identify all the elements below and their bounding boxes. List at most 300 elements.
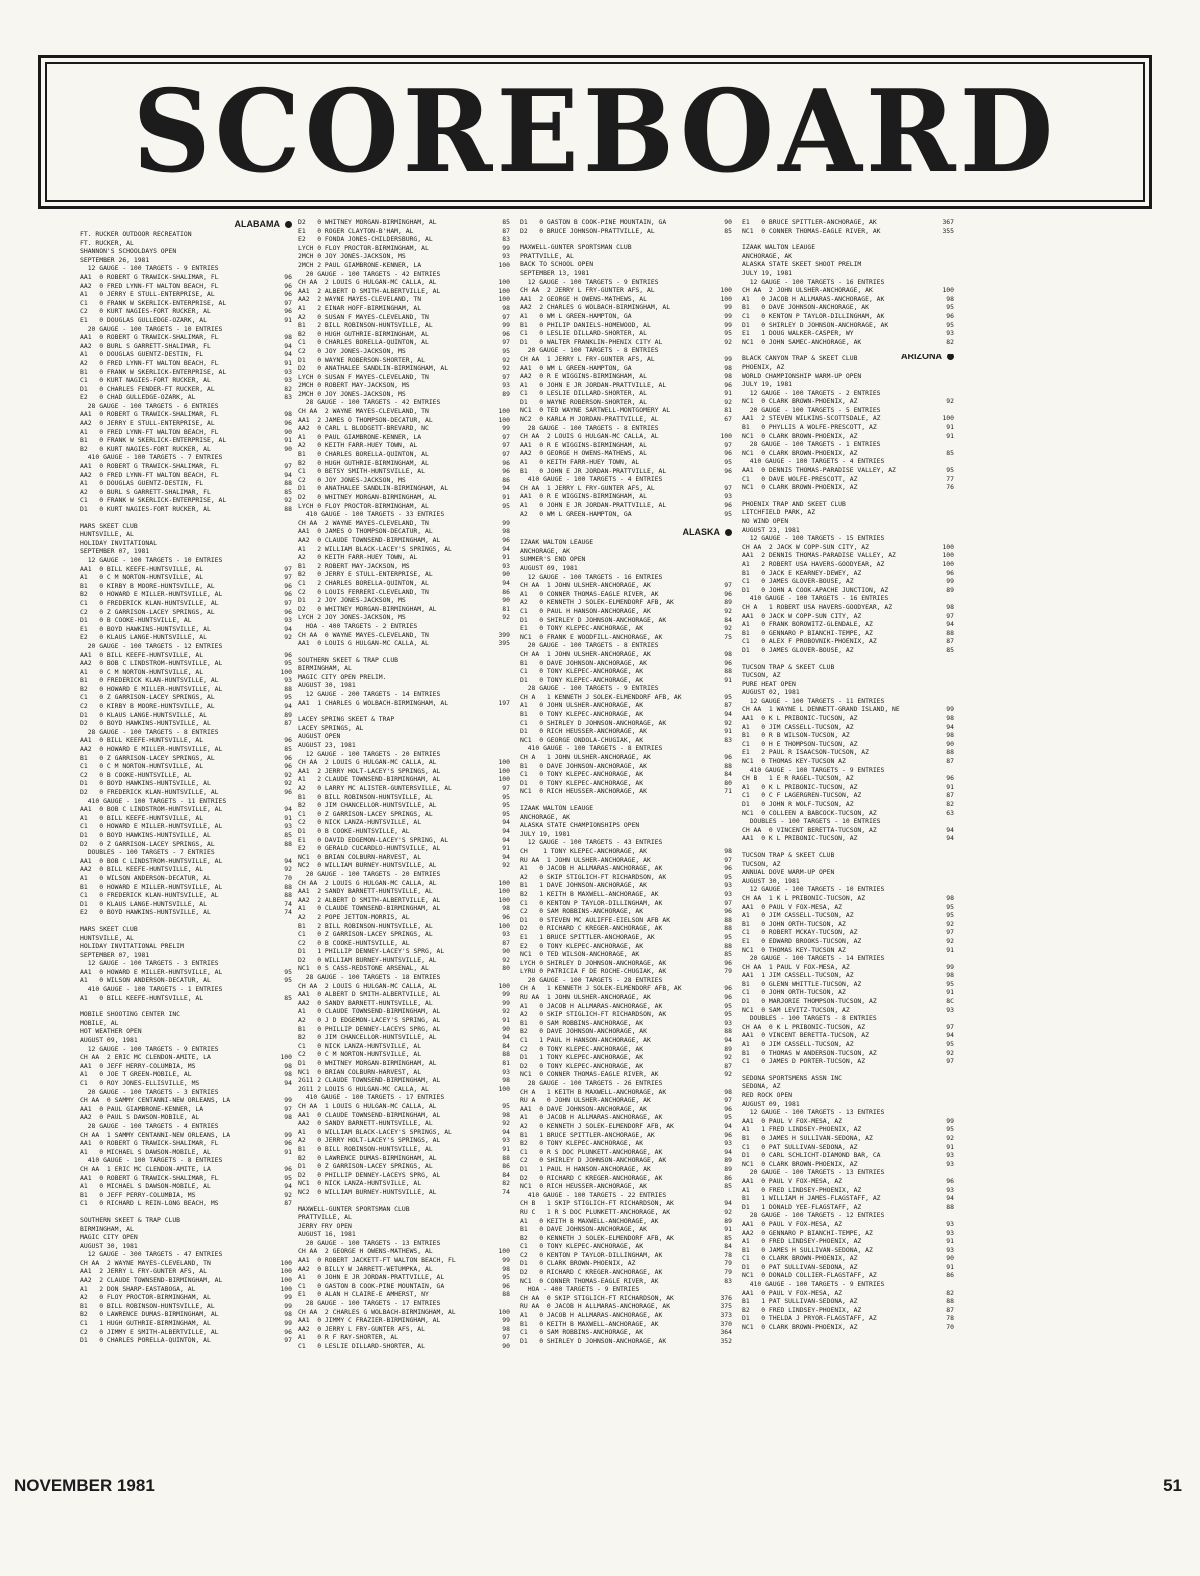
result-row bbox=[298, 588, 510, 597]
shooter-entry: A1 0 C M NORTON-HUNTSVILLE, AL bbox=[80, 667, 204, 676]
event-info-line bbox=[520, 684, 732, 693]
results-column-2 bbox=[298, 218, 510, 1476]
event-text: DOUBLES - 100 TARGETS - 10 ENTRIES bbox=[742, 817, 881, 826]
result-row bbox=[298, 347, 510, 356]
result-row bbox=[298, 699, 510, 708]
result-row bbox=[80, 1139, 292, 1148]
state-heading: ARIZONA bbox=[901, 354, 954, 361]
shooter-entry: 2G11 2 CLAUDE TOWNSEND-BIRMINGHAM, AL bbox=[298, 1076, 441, 1085]
shooter-entry: AA1 2 GEORGE H OWENS-MATHEWS, AL bbox=[520, 294, 647, 303]
score-value: 86 bbox=[502, 587, 510, 596]
shooter-entry: B1 0 DAVE JOHNSON-ANCHORAGE, AK bbox=[520, 761, 647, 770]
shooter-entry: CH AA 1 JERRY L FRY-GUNTER AFS, AL bbox=[520, 483, 655, 492]
result-row bbox=[742, 1117, 954, 1126]
score-value: 99 bbox=[724, 311, 732, 320]
shooter-entry: D1 0 STEVEN MC AULIFFE-EIELSON AFB AK bbox=[520, 915, 671, 924]
shooter-entry: A1 0 DOUGLAS GUENTZ-DESTIN, FL bbox=[80, 350, 204, 359]
score-value: 92 bbox=[284, 633, 292, 642]
result-row bbox=[742, 748, 954, 757]
result-row bbox=[520, 710, 732, 719]
event-info-line bbox=[80, 1233, 292, 1242]
event-text: MAXWELL-GUNTER SPORTSMAN CLUB bbox=[298, 1204, 410, 1213]
score-value: 92 bbox=[724, 624, 732, 633]
score-value: 88 bbox=[284, 891, 292, 900]
shooter-entry: AA2 0 CLAUDE TOWNSEND-BIRMINGHAM, AL bbox=[298, 535, 441, 544]
result-row bbox=[742, 1203, 954, 1212]
score-value: 71 bbox=[724, 787, 732, 796]
event-info-line bbox=[742, 877, 954, 886]
shooter-entry: CH AA 1 JOHN ULSHER-ANCHORAGE, AK bbox=[520, 649, 651, 658]
score-value: 90 bbox=[724, 218, 732, 226]
shooter-entry: RU AA 1 JOHN ULSHER-ANCHORAGE, AK bbox=[520, 993, 651, 1002]
event-info-line bbox=[742, 1082, 954, 1091]
score-value: 95 bbox=[946, 1040, 954, 1049]
result-row bbox=[742, 1151, 954, 1160]
event-text: 28 GAUGE - 100 TARGETS - 12 ENTRIES bbox=[742, 1211, 885, 1220]
score-value: 85 bbox=[946, 448, 954, 457]
result-row bbox=[298, 261, 510, 270]
shooter-entry: AA2 0 HOWARD E MILLER-HUNTSVILLE, AL bbox=[80, 745, 223, 754]
event-info-line bbox=[80, 1122, 292, 1131]
shooter-entry: B1 2 BILL ROBINSON-HUNTSVILLE, AL bbox=[298, 321, 433, 330]
score-value: 95 bbox=[284, 967, 292, 976]
score-value: 96 bbox=[724, 907, 732, 916]
shooter-entry: AA1 2 JERRY HOLT-LACEY'S SPRINGS, AL bbox=[298, 766, 441, 775]
results-column-4 bbox=[742, 218, 954, 1476]
result-row bbox=[298, 321, 510, 330]
result-row bbox=[80, 376, 292, 385]
event-text: AUGUST 23, 1981 bbox=[298, 741, 356, 750]
result-row bbox=[742, 312, 954, 321]
shooter-entry: C1 0 ROBERT MCKAY-TUCSON, AZ bbox=[742, 928, 858, 937]
page-title: SCOREBOARD bbox=[132, 65, 1058, 199]
score-value: 97 bbox=[284, 1104, 292, 1113]
event-text: 20 GAUGE - 100 TARGETS - 12 ENTRIES bbox=[80, 641, 223, 650]
shooter-entry: B1 0 HOWARD E MILLER-HUNTSVILLE, AL bbox=[80, 882, 223, 891]
result-row bbox=[298, 381, 510, 390]
shooter-entry: E1 1 DOUG WALKER-CASPER, WY bbox=[742, 329, 854, 338]
event-text: SEDONA, AZ bbox=[742, 1082, 781, 1091]
result-row bbox=[298, 1342, 510, 1351]
result-row bbox=[520, 727, 732, 736]
score-value: 87 bbox=[946, 1305, 954, 1314]
event-info-line bbox=[298, 1093, 510, 1102]
event-info-line bbox=[80, 247, 292, 256]
shooter-entry: NC2 0 WILLIAM BURNEY-HUNTSVILLE, AL bbox=[298, 1187, 437, 1196]
result-row bbox=[520, 701, 732, 710]
shooter-entry: C1 0 SAM ROBBINS-ANCHORAGE, AK bbox=[520, 1328, 644, 1337]
score-value: 95 bbox=[284, 1173, 292, 1182]
score-value: 98 bbox=[284, 410, 292, 419]
result-row bbox=[298, 252, 510, 261]
event-info-line bbox=[742, 1091, 954, 1100]
shooter-entry: NC1 0 S CASS-REDSTONE ARSENAL, AL bbox=[298, 964, 429, 973]
score-value: 94 bbox=[502, 544, 510, 553]
score-value: 78 bbox=[724, 1250, 732, 1259]
shooter-entry: C1 0 KURT NAGIES-FORT RUCKER, AL bbox=[80, 376, 211, 385]
score-value: 95 bbox=[502, 501, 510, 510]
score-value: 96 bbox=[284, 650, 292, 659]
event-info-line bbox=[520, 1285, 732, 1294]
result-row bbox=[742, 466, 954, 475]
shooter-entry: B1 0 BILL ROBINSON-HUNTSVILLE, AL bbox=[298, 792, 433, 801]
result-row bbox=[520, 449, 732, 458]
score-value: 99 bbox=[284, 1301, 292, 1310]
result-row bbox=[80, 822, 292, 831]
shooter-entry: C1 0 C F LAGERGREN-TUCSON, AZ bbox=[742, 791, 862, 800]
score-value: 90 bbox=[284, 427, 292, 436]
shooter-entry: C2 0 Z GARRISON-LACEY SPRINGS, AL bbox=[80, 607, 215, 616]
score-value: 96 bbox=[502, 535, 510, 544]
result-row bbox=[80, 771, 292, 780]
event-info-line bbox=[80, 402, 292, 411]
event-text: 28 GAUGE - 100 TARGETS - 4 ENTRIES bbox=[80, 1121, 219, 1130]
shooter-entry: AA1 0 PAUL V FOX-MESA, AZ bbox=[742, 1116, 843, 1125]
shooter-entry: B1 0 TONY KLEPEC-ANCHORAGE, AK bbox=[520, 710, 644, 719]
shooter-entry: C1 0 KENTON P TAYLOR-DILLINGHAM, AK bbox=[742, 311, 885, 320]
shooter-entry: A1 0 JOHN E JR JORDAN-PRATTVILLE, AL bbox=[298, 1273, 445, 1282]
result-row bbox=[520, 467, 732, 476]
event-info-line bbox=[520, 269, 732, 278]
event-text: BIRMINGHAM, AL bbox=[298, 664, 352, 673]
event-text: 28 GAUGE - 100 TARGETS - 1 ENTRIES bbox=[742, 440, 881, 449]
score-value: 91 bbox=[946, 988, 954, 997]
shooter-entry: D1 2 JOY JONES-JACKSON, MS bbox=[298, 596, 406, 605]
result-row bbox=[520, 1036, 732, 1045]
result-row bbox=[520, 864, 732, 873]
event-info-line bbox=[520, 813, 732, 822]
result-row bbox=[80, 865, 292, 874]
event-info-line bbox=[298, 1205, 510, 1214]
shooter-entry: 2G11 2 LOUIS G HULGAN-MC CALLA, AL bbox=[298, 1084, 429, 1093]
event-info-line bbox=[742, 372, 954, 381]
event-info-line bbox=[520, 278, 732, 287]
event-info-line bbox=[742, 534, 954, 543]
result-row bbox=[520, 406, 732, 415]
result-row bbox=[520, 959, 732, 968]
shooter-entry: D2 0 WILLIAM BURNEY-HUNTSVILLE, AL bbox=[298, 955, 437, 964]
shooter-entry: AA1 2 SANDY BARNETT-HUNTSVILLE, AL bbox=[298, 887, 433, 896]
score-value: 87 bbox=[502, 226, 510, 235]
shooter-entry: NC1 0 RICH HEUSSER-ANCHORAGE, AK bbox=[520, 787, 647, 796]
shooter-entry: B1 0 JEFF PERRY-COLUMBIA, MS bbox=[80, 1190, 196, 1199]
score-value: 97 bbox=[502, 1333, 510, 1342]
score-value: 100 bbox=[942, 542, 954, 551]
shooter-entry: AA1 2 STEVEN WILKINS-SCOTTSDALE, AZ bbox=[742, 414, 881, 423]
event-text: LACEY SPRINGS, AL bbox=[298, 723, 364, 732]
event-info-line bbox=[520, 804, 732, 813]
result-row bbox=[742, 1049, 954, 1058]
shooter-entry: C2 0 LOUIS FERRERI-CLEVELAND, TN bbox=[298, 587, 429, 596]
score-value: 87 bbox=[946, 637, 954, 646]
score-value: 91 bbox=[502, 1016, 510, 1025]
score-value: 77 bbox=[946, 474, 954, 483]
shooter-entry: A1 0 MICHAEL S DAWSON-MOBILE, AL bbox=[80, 1182, 211, 1191]
shooter-entry: B1 0 GENNARO P BIANCHI-TEMPE, AZ bbox=[742, 628, 873, 637]
score-value: 91 bbox=[284, 315, 292, 324]
result-row bbox=[80, 616, 292, 625]
score-value: 88 bbox=[284, 839, 292, 848]
score-value: 94 bbox=[284, 702, 292, 711]
event-text: AUGUST 23, 1981 bbox=[742, 525, 800, 534]
score-value: 88 bbox=[724, 1027, 732, 1036]
shooter-entry: A1 0 JACOB H ALLMARAS-ANCHORAGE, AK bbox=[520, 1113, 663, 1122]
score-value: 88 bbox=[724, 761, 732, 770]
result-row bbox=[742, 903, 954, 912]
event-text: 12 GAUGE - 100 TARGETS - 9 ENTRIES bbox=[80, 1044, 219, 1053]
score-value: 97 bbox=[502, 450, 510, 459]
score-value: 93 bbox=[284, 676, 292, 685]
score-value: 96 bbox=[284, 307, 292, 316]
result-row bbox=[80, 599, 292, 608]
shooter-entry: B1 0 GLENN WHITTLE-TUCSON, AZ bbox=[742, 979, 862, 988]
score-value: 98 bbox=[724, 846, 732, 855]
shooter-entry: B2 0 DAVE JOHNSON-ANCHORAGE, AK bbox=[520, 1027, 647, 1036]
result-row bbox=[742, 1323, 954, 1332]
shooter-entry: A1 0 FRED LYNN-FT WALTON BEACH, FL bbox=[80, 427, 219, 436]
score-value: 96 bbox=[724, 864, 732, 873]
result-row bbox=[742, 809, 954, 818]
result-row bbox=[520, 321, 732, 330]
shooter-entry: C1 1 HUGH GUTHRIE-BIRMINGHAM, AL bbox=[80, 1319, 211, 1328]
score-value: 92 bbox=[502, 1119, 510, 1128]
shooter-entry: AA1 2 JAMES O THOMPSON-DECATUR, AL bbox=[298, 415, 433, 424]
shooter-entry: C2 0 B COOKE-HUNTSVILLE, AL bbox=[298, 938, 410, 947]
score-value: 96 bbox=[284, 788, 292, 796]
shooter-entry: B1 1 WILLIAM H JAMES-FLAGSTAFF, AZ bbox=[742, 1194, 881, 1203]
result-row bbox=[80, 1285, 292, 1294]
event-text: 20 GAUGE - 100 TARGETS - 10 ENTRIES bbox=[80, 324, 223, 333]
shooter-entry: CH AA 1 SAMMY CENTANNI-NEW ORLEANS, LA bbox=[80, 1130, 231, 1139]
score-value: 97 bbox=[724, 1096, 732, 1105]
result-row bbox=[298, 1188, 510, 1197]
shooter-entry: CH AA 1 LOUIS G HULGAN-MC CALLA, AL bbox=[298, 1101, 437, 1110]
event-text: TUCSON TRAP & SKEET CLUB bbox=[742, 850, 835, 859]
shooter-entry: CH A 1 KENNETH J SOLEK-ELMENDORF AFB, AK bbox=[520, 984, 682, 993]
score-value: 96 bbox=[724, 984, 732, 993]
score-value: 100 bbox=[498, 415, 510, 424]
score-value: 86 bbox=[724, 1173, 732, 1182]
shooter-entry: AA1 2 DENNIS THOMAS-PARADISE VALLEY, AZ bbox=[742, 551, 896, 560]
event-info-line bbox=[520, 475, 732, 484]
shooter-entry: A1 0 C M NORTON-HUNTSVILLE, AL bbox=[80, 573, 204, 582]
shooter-entry: B2 0 LAWRENCE DUMAS-BIRMINGHAM, AL bbox=[80, 1310, 219, 1319]
result-row bbox=[80, 857, 292, 866]
event-info-line bbox=[298, 1299, 510, 1308]
shooter-entry: B1 2 BILL ROBINSON-HUNTSVILLE, AL bbox=[298, 921, 433, 930]
score-value: 88 bbox=[284, 505, 292, 513]
shooter-entry: C2 0 B COOKE-HUNTSVILLE, AL bbox=[80, 770, 192, 779]
result-row bbox=[742, 637, 954, 646]
result-row bbox=[742, 774, 954, 783]
shooter-entry: D1 0 Z GARRISON-LACEY SPRINGS, AL bbox=[298, 1162, 433, 1171]
result-row bbox=[742, 1271, 954, 1280]
event-info-line bbox=[742, 697, 954, 706]
shooter-entry: AA1 0 ROBERT G TRAWICK-SHALIMAR, FL bbox=[80, 272, 219, 281]
shooter-entry: C1 0 BETSY SMITH-HUNTSVILLE, AL bbox=[298, 467, 425, 476]
result-row bbox=[298, 407, 510, 416]
score-value: 99 bbox=[502, 1316, 510, 1325]
score-value: 95 bbox=[502, 792, 510, 801]
shooter-entry: B2 1 KEITH B MAXWELL-ANCHORAGE, AK bbox=[520, 889, 659, 898]
shooter-entry: RU AA 1 JOHN ULSHER-ANCHORAGE, AK bbox=[520, 855, 651, 864]
result-row bbox=[80, 840, 292, 849]
score-value: 91 bbox=[946, 945, 954, 954]
result-row bbox=[520, 667, 732, 676]
shooter-entry: B1 0 DAVE JOHNSON-ANCHORAGE, AK bbox=[520, 658, 647, 667]
score-value: 96 bbox=[502, 329, 510, 338]
event-info-line bbox=[80, 256, 292, 265]
result-row bbox=[742, 560, 954, 569]
score-value: 399 bbox=[498, 630, 510, 639]
event-text: 12 GAUGE - 300 TARGETS - 47 ENTRIES bbox=[80, 1250, 223, 1259]
score-value: 92 bbox=[502, 955, 510, 964]
shooter-entry: AA1 0 K L PRIBONIC-TUCSON, AZ bbox=[742, 714, 858, 723]
score-value: 90 bbox=[946, 739, 954, 748]
score-value: 88 bbox=[946, 628, 954, 637]
shooter-entry: B1 2 ROBERT MAY-JACKSON, MS bbox=[298, 561, 410, 570]
shooter-entry: D1 0 TONY KLEPEC-ANCHORAGE, AK bbox=[520, 778, 644, 787]
event-info-line bbox=[80, 539, 292, 548]
shooter-entry: NC1 0 THOMAS KEY-TUCSON AZ bbox=[742, 945, 846, 954]
shooter-entry: AA2 2 WAYNE MAYES-CLEVELAND, TN bbox=[298, 295, 422, 304]
score-value: 98 bbox=[502, 904, 510, 913]
event-text: 12 GAUGE - 100 TARGETS - 10 ENTRIES bbox=[80, 555, 223, 564]
result-row bbox=[520, 993, 732, 1002]
result-row bbox=[80, 891, 292, 900]
result-row bbox=[520, 873, 732, 882]
shooter-entry: B2 0 HOWARD E MILLER-HUNTSVILLE, AL bbox=[80, 590, 223, 599]
event-info-line bbox=[298, 398, 510, 407]
event-text: JULY 19, 1981 bbox=[520, 829, 571, 838]
event-info-line bbox=[742, 1074, 954, 1083]
result-row bbox=[520, 762, 732, 771]
result-row bbox=[742, 928, 954, 937]
event-text: 410 GAUGE - 100 TARGETS - 9 ENTRIES bbox=[742, 765, 885, 774]
shooter-entry: A2 0 FRED LYNN-FT WALTON BEACH, FL bbox=[80, 358, 219, 367]
event-text: PRATTVILLE, AL bbox=[520, 251, 574, 260]
result-row bbox=[520, 607, 732, 616]
event-text: AUGUST 09, 1981 bbox=[80, 1036, 138, 1045]
score-value: 90 bbox=[284, 444, 292, 453]
result-row bbox=[80, 1105, 292, 1114]
section-spacer bbox=[520, 518, 732, 526]
result-row bbox=[742, 432, 954, 441]
score-value: 99 bbox=[502, 1256, 510, 1265]
result-row bbox=[520, 398, 732, 407]
event-text: 410 GAUGE - 100 TARGETS - 8 ENTRIES bbox=[80, 1156, 223, 1165]
shooter-entry: CH AA 2 JOHN ULSHER-ANCHORAGE, AK bbox=[742, 286, 873, 295]
result-row bbox=[298, 1325, 510, 1334]
result-row bbox=[742, 397, 954, 406]
section-spacer bbox=[520, 235, 732, 243]
event-text: 28 GAUGE - 100 TARGETS - 17 ENTRIES bbox=[298, 1299, 441, 1308]
score-value: 83 bbox=[724, 735, 732, 744]
event-info-line bbox=[742, 243, 954, 252]
result-row bbox=[298, 1102, 510, 1111]
score-value: 98 bbox=[284, 1310, 292, 1319]
shooter-entry: AA1 0 PAUL V FOX-MESA, AZ bbox=[742, 1219, 843, 1228]
result-row bbox=[298, 1273, 510, 1282]
score-value: 74 bbox=[284, 899, 292, 908]
result-row bbox=[298, 1308, 510, 1317]
score-value: 96 bbox=[502, 458, 510, 467]
result-row bbox=[742, 329, 954, 338]
score-value: 96 bbox=[724, 449, 732, 458]
score-value: 95 bbox=[724, 1010, 732, 1019]
result-row bbox=[520, 355, 732, 364]
score-value: 99 bbox=[724, 320, 732, 329]
shooter-entry: D1 1 PAUL H HANSON-ANCHORAGE, AK bbox=[520, 1164, 651, 1173]
score-value: 376 bbox=[720, 1293, 732, 1302]
score-value: 94 bbox=[946, 1031, 954, 1040]
score-value: 88 bbox=[284, 684, 292, 693]
event-info-line bbox=[80, 1036, 292, 1045]
result-row bbox=[298, 596, 510, 605]
result-row bbox=[80, 299, 292, 308]
score-value: 100 bbox=[498, 1247, 510, 1256]
result-row bbox=[80, 1113, 292, 1122]
event-text: ALASKA STATE CHAMPIONSHIPS OPEN bbox=[520, 821, 640, 830]
result-row bbox=[80, 385, 292, 394]
shooter-entry: D2 0 RICHARD C KREGER-ANCHORAGE, AK bbox=[520, 1173, 663, 1182]
shooter-entry: B1 0 FRANK W SKERLICK-ENTERPRISE, AL bbox=[80, 367, 227, 376]
score-value: 97 bbox=[724, 855, 732, 864]
shooter-entry: A2 0 KENNETH J SOLEK-ELMENDORF AFB, AK bbox=[520, 598, 674, 607]
event-info-line bbox=[520, 547, 732, 556]
result-row bbox=[80, 496, 292, 505]
shooter-entry: AA1 0 R E WIGGINS-BIRMINGHAM, AL bbox=[520, 492, 647, 501]
event-info-line bbox=[80, 547, 292, 556]
score-value: 93 bbox=[724, 889, 732, 898]
event-text: 12 GAUGE - 100 TARGETS - 10 ENTRIES bbox=[742, 885, 885, 894]
result-row bbox=[520, 484, 732, 493]
shooter-entry: C2 0 TONY KLEPEC-ANCHORAGE, AK bbox=[520, 1044, 644, 1053]
result-row bbox=[298, 1033, 510, 1042]
score-value: 96 bbox=[946, 311, 954, 320]
shooter-entry: AA1 1 CHARLES G WOLBACH-BIRMINGHAM, AL bbox=[298, 698, 449, 707]
result-row bbox=[80, 736, 292, 745]
score-value: 87 bbox=[946, 791, 954, 800]
score-value: 89 bbox=[724, 598, 732, 607]
score-value: 100 bbox=[498, 878, 510, 887]
shooter-entry: CH A 1 KEITH B MAXWELL-ANCHORAGE, AK bbox=[520, 1087, 667, 1096]
result-row bbox=[520, 659, 732, 668]
result-row bbox=[80, 479, 292, 488]
shooter-entry: A1 2 DON SHARP-EASTABOGA, AL bbox=[80, 1284, 196, 1293]
shooter-entry: RU C 1 R S DOC PLUNKETT-ANCHORAGE, AK bbox=[520, 1207, 671, 1216]
shooter-entry: A1 0 FRANK BOROWITZ-GLENDALE, AZ bbox=[742, 620, 873, 629]
result-row bbox=[520, 942, 732, 951]
shooter-entry: D1 0 BOYD HAWKINS-HUNTSVILLE, AL bbox=[80, 830, 211, 839]
section-spacer bbox=[298, 707, 510, 715]
score-value: 92 bbox=[284, 779, 292, 788]
event-text: 12 GAUGE - 100 TARGETS - 9 ENTRIES bbox=[520, 277, 659, 286]
score-value: 96 bbox=[724, 1130, 732, 1139]
result-row bbox=[520, 787, 732, 796]
event-info-line bbox=[80, 325, 292, 334]
shooter-entry: D1 0 BOYD HAWKINS-HUNTSVILLE, AL bbox=[80, 779, 211, 788]
score-value: 100 bbox=[498, 278, 510, 287]
score-value: 96 bbox=[724, 501, 732, 509]
result-row bbox=[298, 1171, 510, 1180]
score-value: 98 bbox=[502, 1110, 510, 1119]
event-text: 20 GAUGE - 100 TARGETS - 42 ENTRIES bbox=[298, 269, 441, 278]
shooter-entry: B2 0 TONY KLEPEC-ANCHORAGE, AK bbox=[520, 1139, 644, 1148]
event-info-line bbox=[298, 690, 510, 699]
event-info-line bbox=[80, 1019, 292, 1028]
result-row bbox=[520, 1113, 732, 1122]
